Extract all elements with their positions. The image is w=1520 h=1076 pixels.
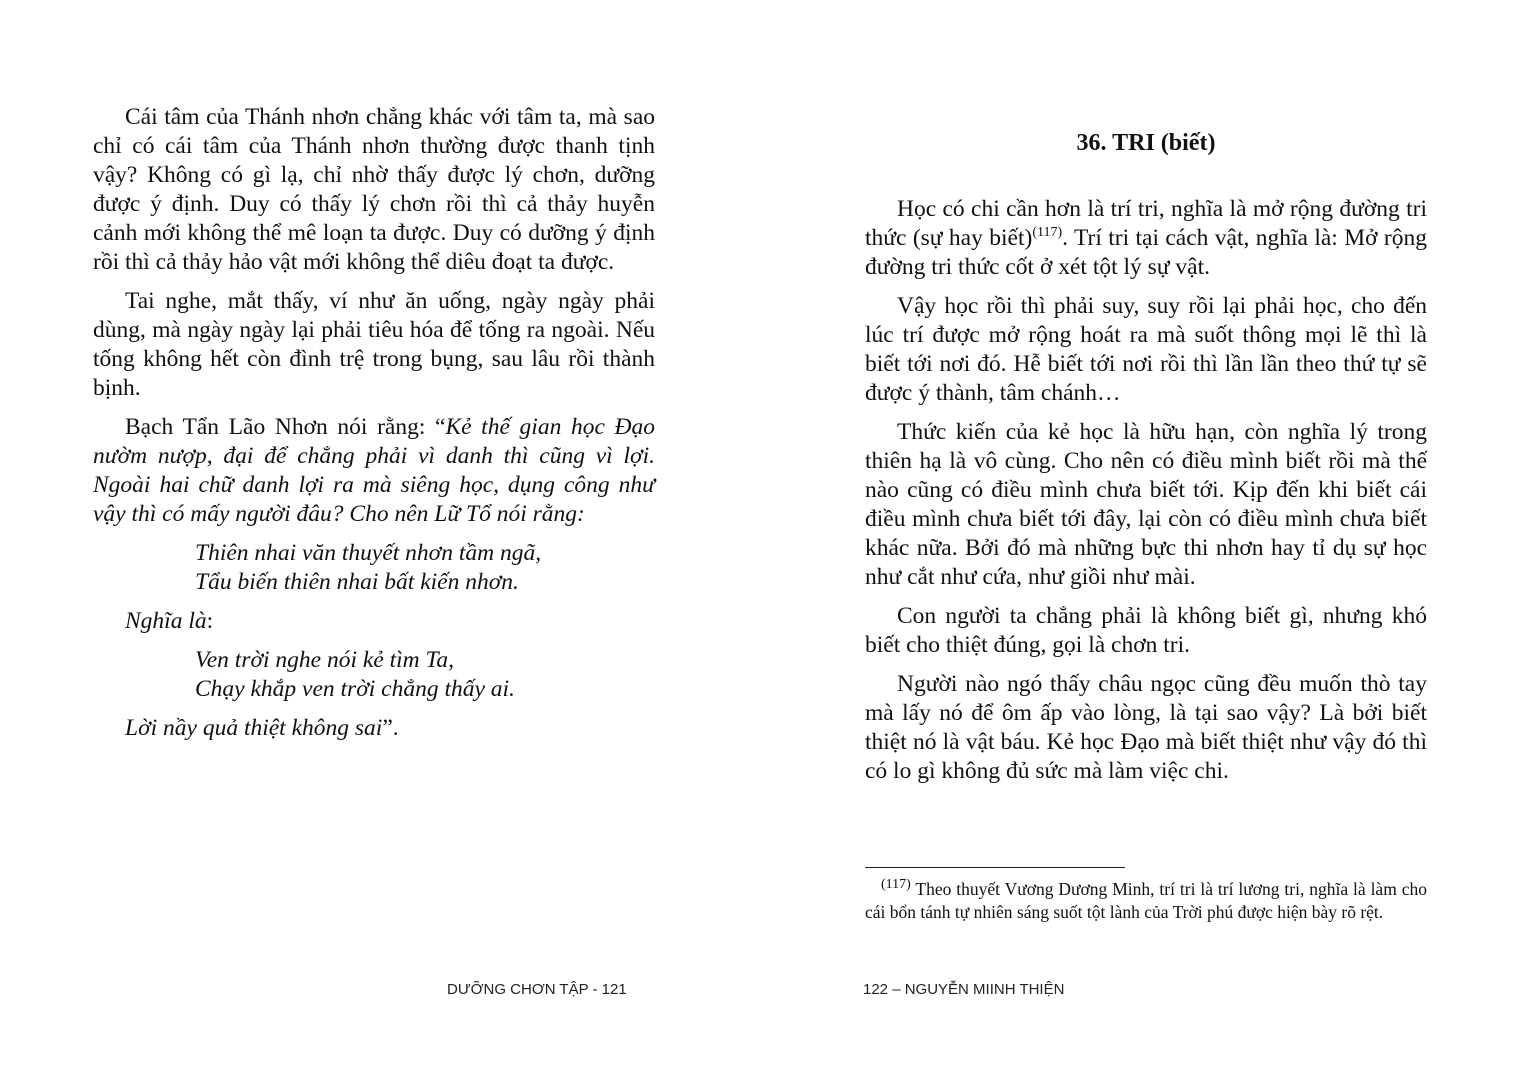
paragraph: Vậy học rồi thì phải suy, suy rồi lại phải học, cho đến lúc trí được mở rộng hoát ra mà suốt thông mọi lẽ thì là biết tới nơi đó. Hễ biết tới nơi rồi thì lần lần theo thứ tự sẽ được ý thành, tâm chánh… [865, 293, 1427, 406]
closing-quote-mark: ”. [382, 715, 399, 741]
footnote-number: (117) [881, 877, 911, 893]
meaning-colon: : [206, 608, 214, 634]
right-text-column [865, 195, 1427, 796]
meaning-label [125, 607, 655, 636]
verse-line: Ven trời nghe nói kẻ tìm Ta, [195, 647, 455, 673]
closing-line [125, 714, 655, 743]
verse-translation [195, 646, 655, 704]
section-heading: 36. TRI (biết) [1076, 130, 1216, 156]
footnote-text: Theo thuyết Vương Dương Minh, trí tri là trí lương tri, nghĩa là làm cho cái bổn tánh tự nhiên sáng suốt tột lành của Trời phú được hiện bày rõ rệt. [865, 879, 1427, 922]
right-page [760, 0, 1520, 1076]
verse-line: Tẩu biến thiên nhai bất kiến nhơn. [195, 569, 519, 595]
paragraph: Con người ta chẳng phải là không biết gì, nhưng khó biết cho thiệt đúng, gọi là chơn tri. [865, 603, 1427, 658]
verse-line: Thiên nhai văn thuyết nhơn tầm ngã, [195, 540, 542, 566]
page-footer: DƯỠNG CHƠN TẬP - 121 [447, 981, 627, 998]
paragraph: Tai nghe, mắt thấy, ví như ăn uống, ngày ngày phải dùng, mà ngày ngày lại phải tiêu hóa để tống ra ngoài. Nếu tống không hết còn đình trệ trong bụng, sau lâu rồi thành bịnh. [93, 288, 655, 401]
left-text-column [93, 103, 655, 753]
quote-paragraph [93, 413, 655, 529]
page-footer: 122 – NGUYỄN MIINH THIỆN [863, 981, 1065, 998]
footnote-divider [865, 867, 1125, 868]
paragraph: Thức kiến của kẻ học là hữu hạn, còn nghĩa lý trong thiên hạ là vô cùng. Cho nên có điều mình biết rồi mà thế nào cũng có điều mình chưa biết tới. Kịp đến khi biết cái điều mình chưa biết tới đây, lại còn có điều mình chưa biết khác nữa. Bởi đó mà những bực thi nhơn hay tỉ dụ sự học như cắt như cứa, như giồi như mài. [865, 419, 1427, 590]
footnote [865, 878, 1427, 924]
meaning-label-text: Nghĩa là [125, 608, 207, 634]
para-text: . Trí tri tại cách vật, nghĩa là: Mở rộng đường tri thức cốt ở xét tột lý sự vật. [865, 225, 1427, 280]
paragraph: Cái tâm của Thánh nhơn chẳng khác với tâm ta, mà sao chỉ có cái tâm của Thánh nhơn thường được thanh tịnh vậy? Không có gì lạ, chỉ nhờ thấy được lý chơn, dưỡng được ý định. Duy có thấy lý chơn rồi thì cả thảy huyễn cảnh mới không thể mê loạn ta được. Duy có dưỡng ý định rồi thì cả thảy hảo vật mới không thể diêu đoạt ta được. [93, 104, 655, 275]
para-text: Học có chi cần hơn là trí tri, nghĩa là mở rộng đường tri thức (sự hay biết) [865, 196, 1427, 251]
paragraph: Người nào ngó thấy châu ngọc cũng đều muốn thò tay mà lấy nó để ôm ấp vào lòng, là tại sao vậy? Là bởi biết thiệt nó là vật báu. Kẻ học Đạo mà biết thiệt như vậy đó thì có lo gì không đủ sức mà làm việc chi. [865, 671, 1427, 784]
closing-text: Lời nầy quả thiệt không sai [125, 715, 383, 741]
verse-original [195, 539, 655, 597]
verse-line: Chạy khắp ven trời chẳng thấy ai. [195, 676, 515, 702]
quote-text: Kẻ thế gian học Đạo nườm nượp, đại để chẳng phải vì danh thì cũng vì lợi. Ngoài hai chữ danh lợi ra mà siêng học, dụng công như vậy thì có mấy người đâu? Cho nên Lữ Tổ nói rằng: [93, 414, 656, 527]
footnote-ref: (117) [1032, 225, 1063, 241]
paragraph [865, 195, 1427, 282]
quote-intro: Bạch Tẩn Lão Nhơn nói rằng: “ [125, 414, 446, 440]
